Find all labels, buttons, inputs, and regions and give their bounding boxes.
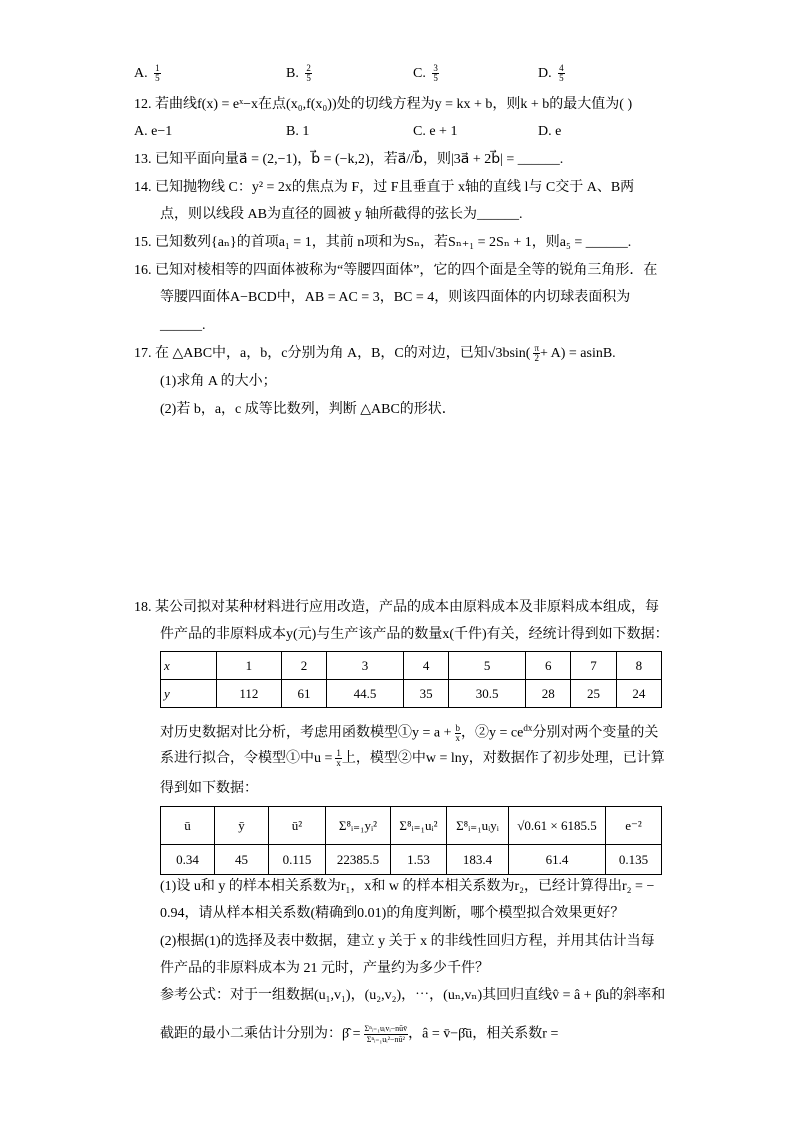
frac-num: 4 (559, 63, 564, 74)
table-header-cell: ū² (269, 807, 326, 845)
q18-stats-table (160, 806, 662, 875)
q17-stem-text: 17. 在 △ABC中，a，b，c分别为角 A，B，C的对边，已知√3bsin( (134, 346, 531, 361)
superscript: dx (523, 723, 533, 733)
frac-den: 5 (155, 73, 160, 84)
table-cell: 0.115 (269, 845, 326, 875)
table-cell: 183.4 (447, 845, 509, 875)
table-row-x (161, 652, 662, 680)
q18-text: 截距的最小二乘估计分别为：β̂ = (160, 1026, 361, 1042)
q11-option-b (286, 64, 312, 84)
fraction (305, 64, 312, 83)
q18-text: 分别对两个变量的关 (532, 725, 659, 741)
q11-option-a (134, 64, 161, 84)
frac-num: 1 (336, 748, 341, 759)
q18-stem-line2: 件产品的非原料成本y(元)与生产该产品的数量x(千件)有关，经统计得到如下数据： (160, 627, 669, 642)
table-cell: 2 (281, 652, 326, 680)
q18-part2-line2: 件产品的非原料成本为 21 元时，产量约为多少千件？ (160, 961, 489, 976)
table-cell: 61 (281, 680, 326, 708)
table-cell: 7 (571, 652, 616, 680)
table-cell: 35 (403, 680, 448, 708)
frac-num: Σⁿᵢ₌₁uᵢvᵢ−nūv̄ (364, 1024, 408, 1033)
q17-stem-text-end: + A) = asinB. (540, 346, 616, 361)
table-cell: 4 (403, 652, 448, 680)
frac-den: 5 (433, 73, 438, 84)
table-cell: 1.53 (391, 845, 447, 875)
q18-formula-line2 (160, 1024, 558, 1045)
q12-stem: 12. 若曲线f(x) = eˣ−x在点(x₀,f(x₀))处的切线方程为y = kx + b，则k + b的最大值为( ) (134, 97, 633, 112)
q17-part2: (2)若 b，a，c 成等比数列，判断 △ABC的形状． (160, 402, 456, 417)
option-label: B. (286, 66, 299, 81)
table-cell: 8 (616, 652, 661, 680)
frac-num: b (455, 722, 461, 733)
q17-part1: (1)求角 A 的大小； (160, 374, 277, 389)
table-cell: 28 (526, 680, 571, 708)
table-cell: 30.5 (449, 680, 526, 708)
q16-stem-line3: ______. (160, 318, 206, 333)
table-cell: 22385.5 (326, 845, 391, 875)
table-cell: 5 (449, 652, 526, 680)
q18-text: 对历史数据对比分析，考虑用函数模型①y = a + (160, 725, 452, 741)
option-label: A. (134, 66, 148, 81)
table-header-cell: e⁻² (606, 807, 662, 845)
table-cell: 1 (217, 652, 282, 680)
table-header-cell: ȳ (215, 807, 269, 845)
q16-stem-line1: 16. 已知对棱相等的四面体被称为“等腰四面体”，它的四个面是全等的锐角三角形．在 (134, 263, 658, 278)
frac-num: π (534, 343, 539, 354)
q18-part1-line1: (1)设 u和 y 的样本相关系数为r₁，x和 w 的样本相关系数为r₂，已经计算得出r₂ = − (160, 879, 655, 894)
q11-option-d (538, 64, 565, 84)
q18-text: 系进行拟合，令模型①中u = (160, 751, 333, 766)
fraction (432, 64, 439, 83)
table-header-cell: ū (161, 807, 215, 845)
frac-num: 3 (433, 63, 438, 74)
q16-stem-line2: 等腰四面体A−BCD中，AB = AC = 3，BC = 4，则该四面体的内切球表面积为 (160, 290, 631, 305)
q18-stem-line4 (160, 749, 665, 769)
fraction (364, 1024, 409, 1045)
frac-den: 5 (559, 73, 564, 84)
q12-option-a: A. e−1 (134, 124, 173, 139)
table-header-cell: √0.61 × 6185.5 (509, 807, 606, 845)
q17-stem (134, 344, 616, 364)
frac-num: 1 (155, 63, 160, 74)
q18-stem-line3 (160, 718, 658, 744)
frac-den: Σⁿᵢ₌₁uᵢ²−nū² (366, 1035, 405, 1044)
frac-num: 2 (306, 63, 311, 74)
q18-data-table (160, 651, 662, 708)
q18-part2-line1: (2)根据(1)的选择及表中数据，建立 y 关于 x 的非线性回归方程，并用其估计当每 (160, 934, 655, 949)
table-row-header: y (161, 680, 217, 708)
q15-stem: 15. 已知数列{aₙ}的首项a₁ = 1，其前 n项和为Sₙ，若Sₙ₊₁ = 2Sₙ + 1，则a₅ = ______. (134, 235, 632, 250)
q14-stem-line1: 14. 已知抛物线 C：y² = 2x的焦点为 F，过 F且垂直于 x轴的直线 l与 C交于 A、B两 (134, 180, 635, 195)
fraction (558, 64, 565, 83)
frac-den: x (455, 732, 461, 743)
table-cell: 0.34 (161, 845, 215, 875)
q12-option-b: B. 1 (286, 124, 310, 139)
q12-option-d: D. e (538, 124, 562, 139)
table-cell: 112 (217, 680, 282, 708)
q18-text: ，②y = ce (461, 725, 524, 741)
q13-stem: 13. 已知平面向量a⃗ = (2,−1)，b⃗ = (−k,2)，若a⃗//b⃗，则|3a⃗ + 2b⃗| = ______. (134, 152, 564, 167)
option-label: C. (413, 66, 426, 81)
frac-den: x (336, 758, 341, 769)
q18-text: ，â = v̄−β̂ū，相关系数r = (408, 1026, 559, 1042)
q18-stem-line1: 18. 某公司拟对某种材料进行应用改造，产品的成本由原料成本及非原料成本组成，每 (134, 600, 659, 615)
table-row-header: x (161, 652, 217, 680)
table-cell: 61.4 (509, 845, 606, 875)
table-header-cell: Σ⁸ᵢ₌₁uᵢyᵢ (447, 807, 509, 845)
table-cell: 24 (616, 680, 661, 708)
table-cell: 6 (526, 652, 571, 680)
q18-stem-line5: 得到如下数据： (160, 781, 258, 796)
table-row-y (161, 680, 662, 708)
q12-option-c: C. e + 1 (413, 124, 458, 139)
table-cell: 3 (327, 652, 404, 680)
fraction (154, 64, 161, 83)
table-row (161, 845, 662, 875)
q18-formula-line1: 参考公式：对于一组数据(u₁,v₁)，(u₂,v₂)，⋯，(uₙ,vₙ)其回归直线v̂ = â + β̂u的斜率和 (160, 988, 666, 1003)
table-cell: 45 (215, 845, 269, 875)
frac-den: 2 (534, 353, 539, 364)
table-header-row (161, 807, 662, 845)
q18-part1-line2: 0.94，请从样本相关系数(精确到0.01)的角度判断，哪个模型拟合效果更好？ (160, 906, 625, 921)
q14-stem-line2: 点，则以线段 AB为直径的圆被 y 轴所截得的弦长为______. (160, 207, 523, 222)
table-cell: 25 (571, 680, 616, 708)
table-cell: 0.135 (606, 845, 662, 875)
frac-den: 5 (306, 73, 311, 84)
table-header-cell: Σ⁸ᵢ₌₁uᵢ² (391, 807, 447, 845)
option-label: D. (538, 66, 552, 81)
q11-option-c (413, 64, 439, 84)
table-cell: 44.5 (327, 680, 404, 708)
table-header-cell: Σ⁸ᵢ₌₁yᵢ² (326, 807, 391, 845)
q18-text: 上，模型②中w = lny，对数据作了初步处理，已计算 (341, 751, 665, 766)
